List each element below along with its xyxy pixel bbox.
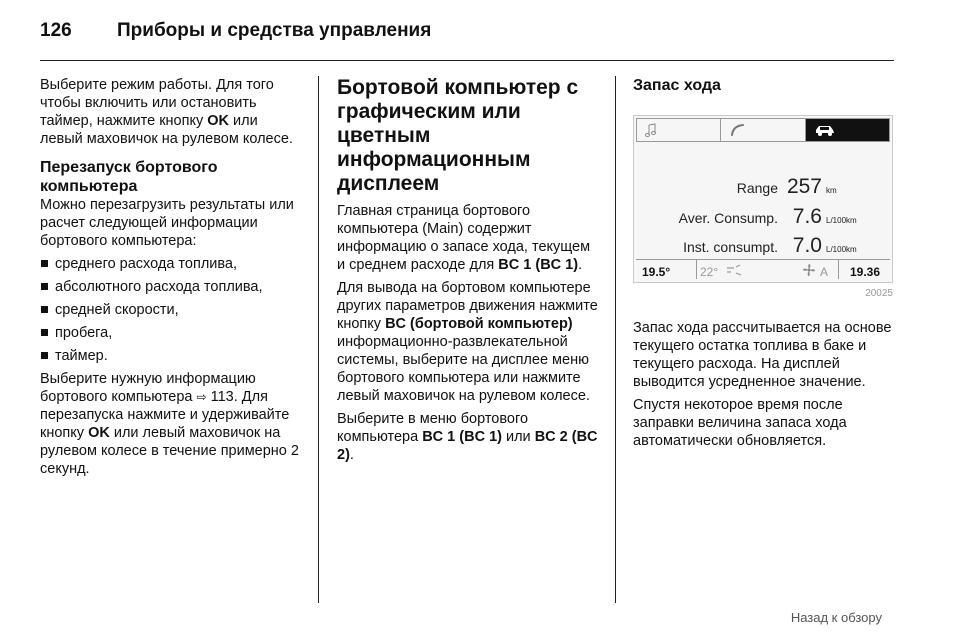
clock: 19.36 — [850, 265, 881, 279]
display-status-bar — [636, 259, 890, 280]
display-row-range: Range 257 km — [736, 175, 837, 198]
display-tabs — [636, 118, 890, 142]
fan-mode-auto: A — [820, 265, 829, 279]
tab-vehicle — [806, 119, 889, 141]
column-middle — [337, 76, 599, 469]
paragraph-range-calculation: Запас хода рассчитывается на основе текущего остатка топлива в баке и текущего расхода. На дисплей выводится усредненное значение. — [633, 320, 892, 390]
paragraph-reset-intro: Можно перезагрузить результаты или расчет следующей информации бортового компьютера: — [40, 197, 294, 249]
range-heading: Запас хода — [633, 77, 721, 94]
column-divider-1 — [318, 76, 319, 603]
list-item: среднего расхода топлива, — [40, 255, 304, 273]
header-rule — [40, 60, 894, 61]
list-item: средней скорости, — [40, 301, 304, 319]
air-flow-icon — [726, 263, 744, 281]
bullet-square-icon — [41, 283, 48, 290]
phone-icon — [729, 123, 745, 137]
paragraph-reset-instructions: Выберите нужную информацию бортового компьютера ⇨ 113. Для перезапуска нажмите и удерживайте кнопку OK или левый маховичок на рулевом колесе в течение примерно 2 секунд. — [40, 371, 299, 477]
bullet-square-icon — [41, 329, 48, 336]
column-divider-2 — [615, 76, 616, 603]
paragraph-range-update: Спустя некоторое время после заправки величина запаса хода автоматически обновляется. — [633, 397, 847, 449]
bullet-square-icon — [41, 306, 48, 313]
bullet-square-icon — [41, 260, 48, 267]
reset-list — [40, 255, 304, 365]
section-heading: Бортовой компьютер с графическим или цветным информационным дисплеем — [337, 76, 579, 195]
list-item: пробега, — [40, 324, 304, 342]
back-to-overview-link[interactable]: Назад к обзору — [790, 610, 882, 625]
display-row-average-consumption: Aver. Consump. 7.6 L/100km — [678, 205, 857, 228]
info-display-figure — [633, 115, 893, 283]
figure-number: 20025 — [865, 288, 893, 299]
reset-heading: Перезапуск бортового компьютера — [40, 159, 218, 195]
paragraph-select-bc: Выберите в меню бортового компьютера BC 1 (BC 1) или BC 2 (BC 2). — [337, 411, 598, 463]
column-left — [40, 76, 304, 483]
list-item: таймер. — [40, 347, 304, 365]
car-icon — [814, 123, 836, 137]
climate-temperature: 22° — [700, 265, 719, 279]
outside-temperature: 19.5° — [642, 265, 671, 279]
page-number: 126 — [40, 20, 72, 41]
paragraph-main-page: Главная страница бортового компьютера (Main) содержит информацию о запасе хода, текущем и среднем расходе для BC 1 (BC 1). — [337, 203, 591, 273]
paragraph-timer: Выберите режим работы. Для того чтобы включить или остановить таймер, нажмите кнопку OK или левый маховичок на рулевом колесе. — [40, 77, 293, 147]
music-note-icon — [645, 123, 657, 137]
chapter-title: Приборы и средства управления — [117, 20, 432, 41]
paragraph-bc-button: Для вывода на бортовом компьютере других параметров движения нажмите кнопку BC (бортовой компьютер) информационно-развлекательной системы, выберите на дисплее меню бортового компьютера или нажмите левый маховичок на рулевом колесе. — [337, 280, 598, 404]
page-ref-arrow-icon[interactable]: ⇨ — [196, 390, 207, 404]
tab-audio — [637, 119, 721, 141]
bullet-square-icon — [41, 352, 48, 359]
fan-icon — [802, 263, 816, 282]
tab-phone — [721, 119, 805, 141]
list-item: абсолютного расхода топлива, — [40, 278, 304, 296]
column-right — [633, 76, 895, 455]
display-row-instant-consumption: Inst. consumpt. 7.0 L/100km — [683, 234, 857, 257]
